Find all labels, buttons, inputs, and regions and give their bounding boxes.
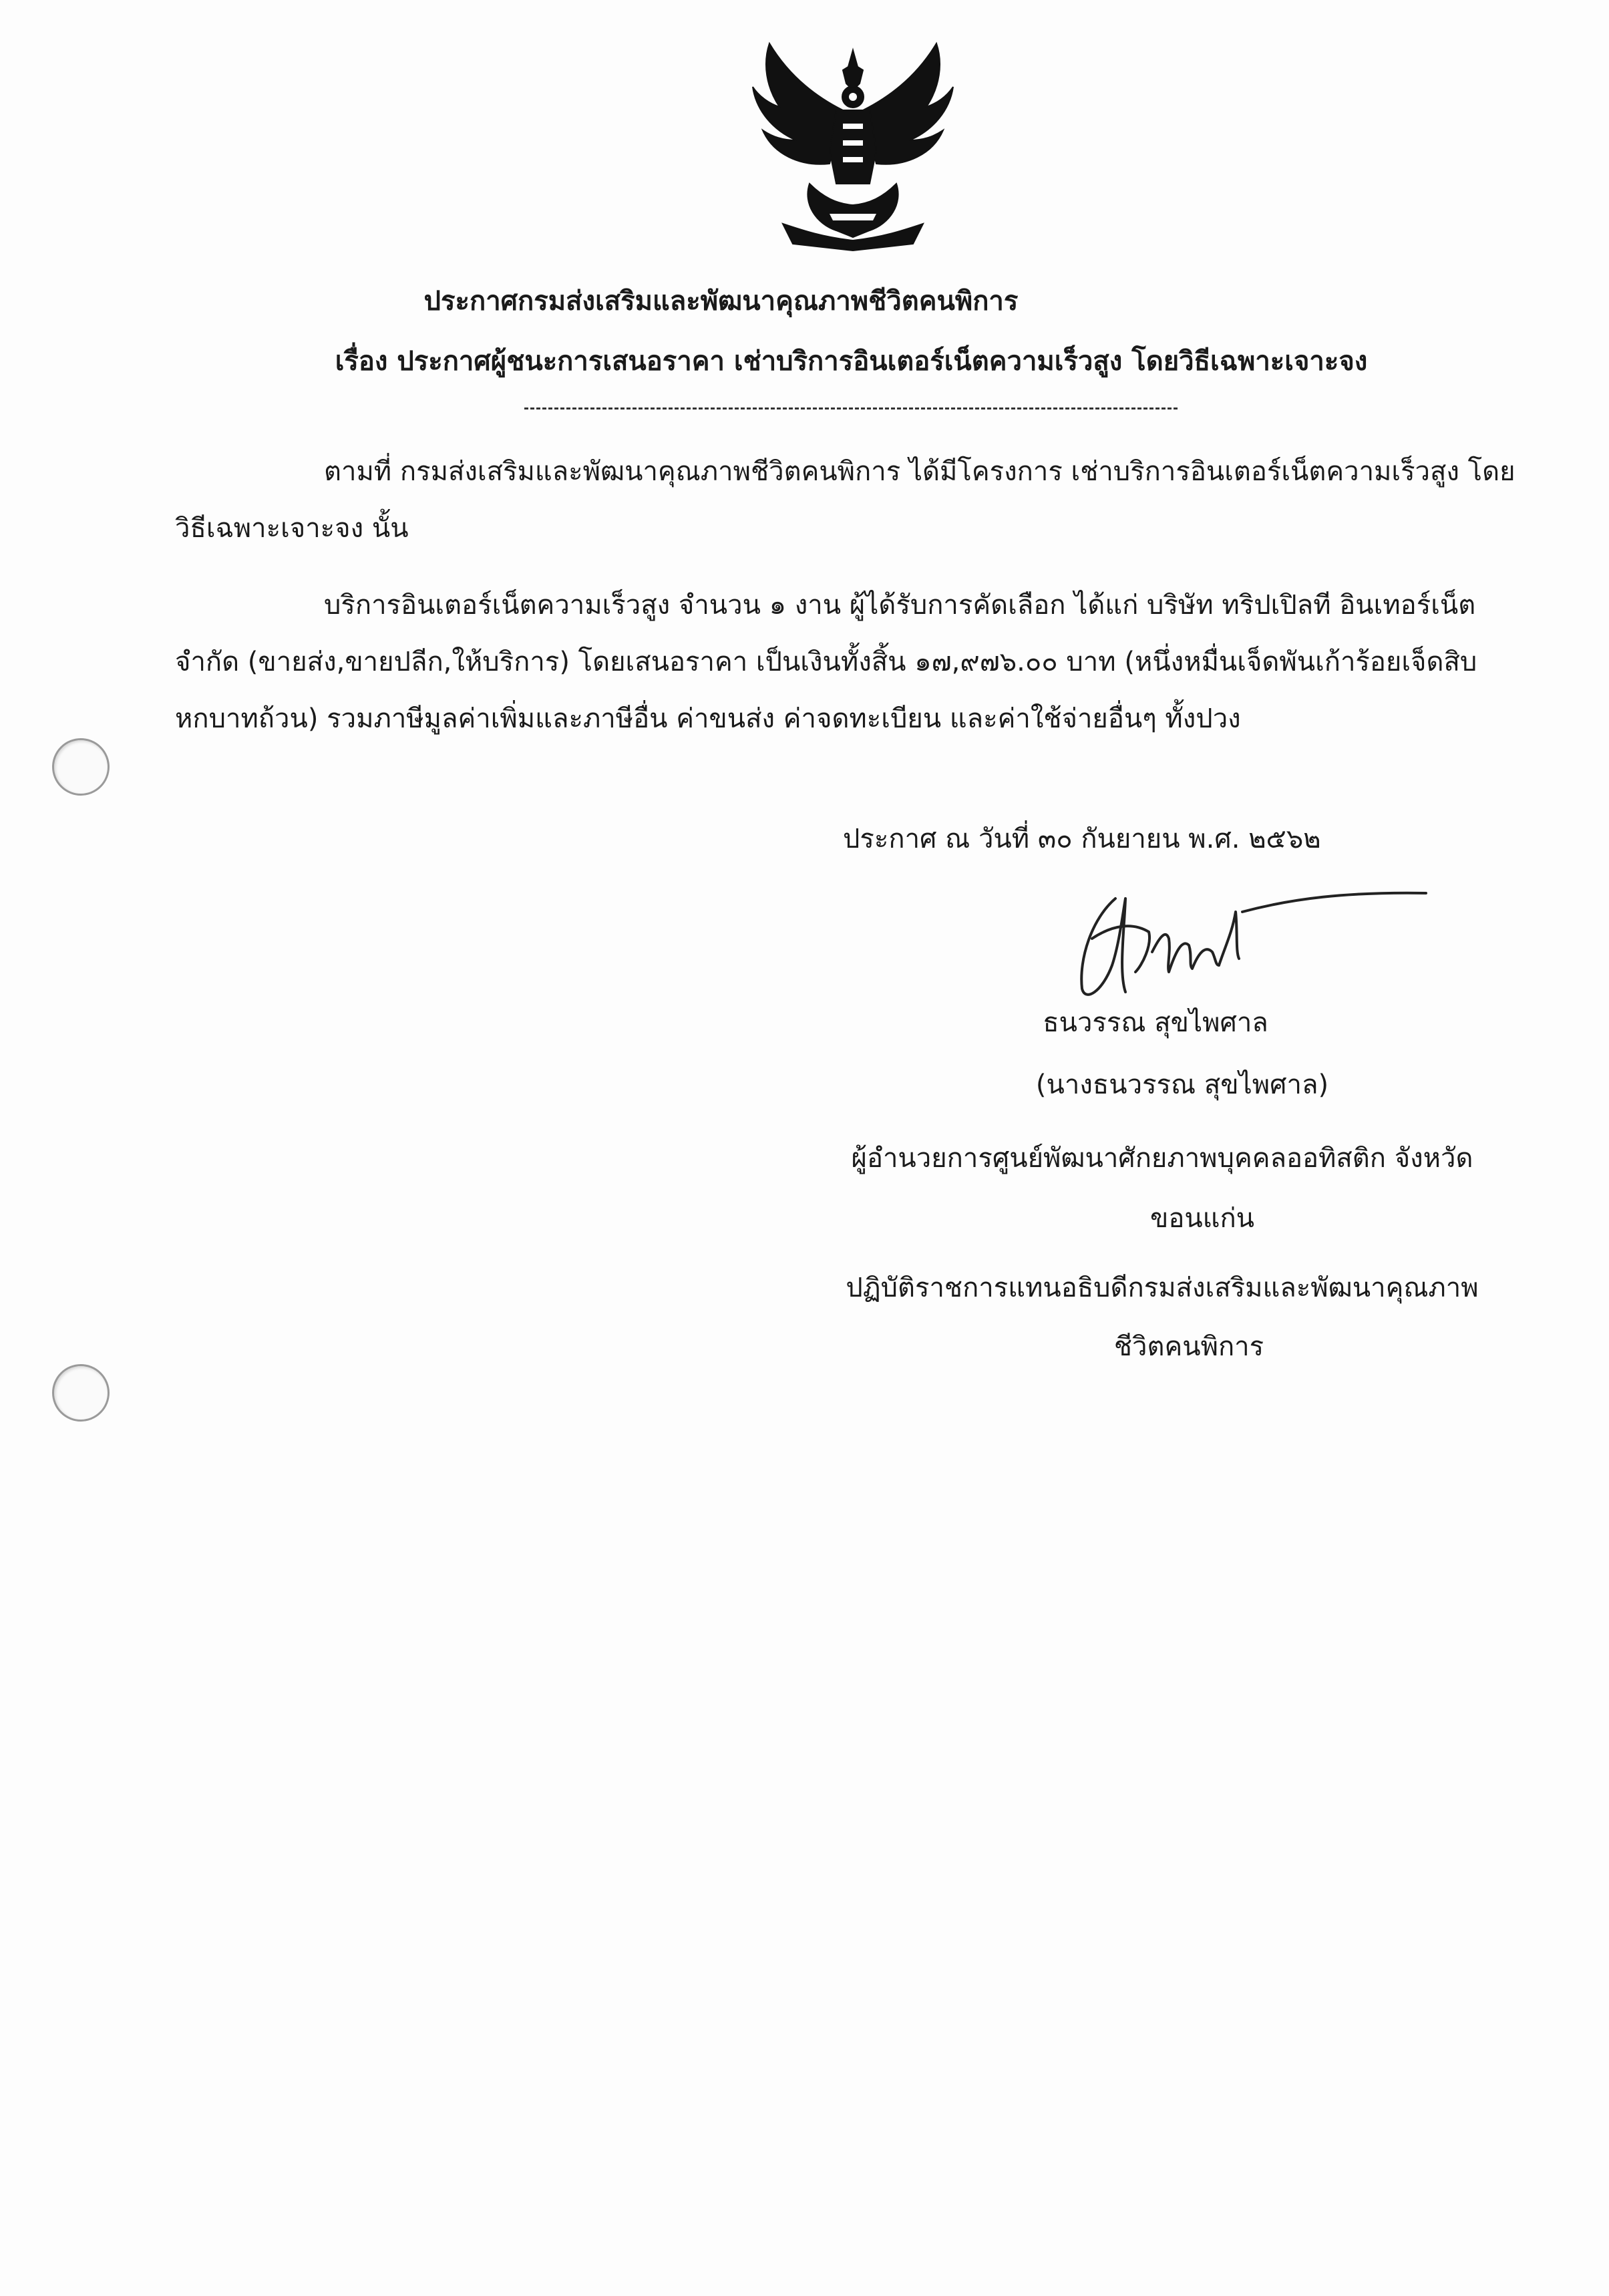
paragraph-1-line-2: วิธีเฉพาะเจาะจง นั้น [175, 513, 409, 544]
acting-line-1: ปฏิบัติราชการแทนอธิบดีกรมส่งเสริมและพัฒนาคุณภาพ [846, 1273, 1479, 1303]
signer-fullname: (นางธนวรรณ สุขไพศาล) [1035, 1070, 1329, 1100]
paragraph-1-line-1: ตามที่ กรมส่งเสริมและพัฒนาคุณภาพชีวิตคนพิการ ได้มีโครงการ เช่าบริการอินเตอร์เน็ตความเร็วสูง โดย [324, 456, 1515, 487]
handwritten-signature [1052, 872, 1433, 1005]
garuda-emblem-icon [743, 30, 963, 261]
signer-position-line-1: ผู้อำนวยการศูนย์พัฒนาศักยภาพบุคคลออทิสติก จังหวัด [851, 1143, 1473, 1174]
punch-hole-icon [52, 1364, 110, 1422]
signer-name: ธนวรรณ สุขไพศาล [1043, 1007, 1268, 1038]
separator-rule [524, 407, 1178, 409]
acting-line-2: ชีวิตคนพิการ [1113, 1331, 1264, 1362]
paragraph-2-line-1: บริการอินเตอร์เน็ตความเร็วสูง จำนวน ๑ งาน ผู้ได้รับการคัดเลือก ได้แก่ บริษัท ทริปเปิลที อินเทอร์เน็ต [324, 590, 1476, 621]
document-title: ประกาศกรมส่งเสริมและพัฒนาคุณภาพชีวิตคนพิการ [423, 286, 1019, 317]
paragraph-2-line-2: จำกัด (ขายส่ง,ขายปลีก,ให้บริการ) โดยเสนอราคา เป็นเงินทั้งสิ้น ๑๗,๙๗๖.๐๐ บาท (หนึ่งหมื่นเจ็ดพันเก้าร้อยเจ็ดสิบ [175, 647, 1477, 677]
signer-position-line-2: ขอนแก่น [1149, 1203, 1255, 1234]
document-subject: เรื่อง ประกาศผู้ชนะการเสนอราคา เช่าบริการอินเตอร์เน็ตความเร็วสูง โดยวิธีเฉพาะเจาะจง [335, 346, 1368, 377]
punch-hole-icon [52, 738, 110, 796]
announce-date: ประกาศ ณ วันที่ ๓๐ กันยายน พ.ศ. ๒๕๖๒ [843, 824, 1321, 854]
paragraph-2-line-3: หกบาทถ้วน) รวมภาษีมูลค่าเพิ่มและภาษีอื่น ค่าขนส่ง ค่าจดทะเบียน และค่าใช้จ่ายอื่นๆ ทั้งปวง [175, 703, 1241, 734]
